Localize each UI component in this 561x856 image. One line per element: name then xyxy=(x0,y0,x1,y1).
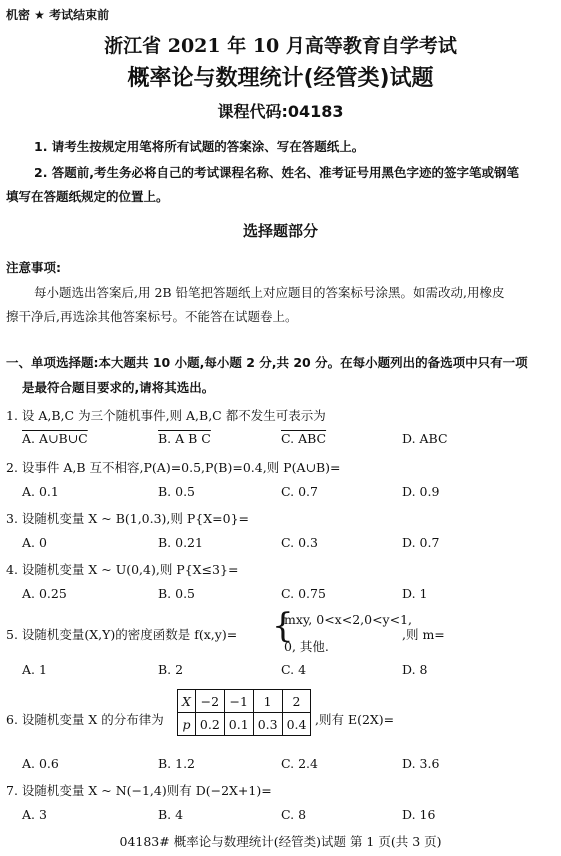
q6-tail: ,则有 E(2X)= xyxy=(315,712,395,727)
q5-option-d: D. 8 xyxy=(402,662,428,677)
instruction-2-cont: 填写在答题纸规定的位置上。 xyxy=(6,189,169,204)
question-1: 1. 设 A,B,C 为三个随机事件,则 A,B,C 都不发生可表示为 xyxy=(6,408,326,423)
q1-option-d: D. ABC xyxy=(402,431,448,446)
q2-option-a: A. 0.1 xyxy=(22,484,59,499)
page-footer: 04183# 概率论与数理统计(经管类)试题 第 1 页(共 3 页) xyxy=(119,834,442,849)
confidential-label: 机密 ★ 考试结束前 xyxy=(6,8,110,22)
question-7: 7. 设随机变量 X ~ N(−1,4)则有 D(−2X+1)= xyxy=(6,783,272,798)
question-2: 2. 设事件 A,B 互不相容,P(A)=0.5,P(B)=0.4,则 P(A∪B)= xyxy=(6,460,341,475)
distribution-table xyxy=(177,689,311,736)
q6-option-c: C. 2.4 xyxy=(281,756,318,771)
q7-option-d: D. 16 xyxy=(402,807,436,822)
question-6: 6. 设随机变量 X 的分布律为 xyxy=(6,712,164,727)
q4-option-c: C. 0.75 xyxy=(281,586,326,601)
q5-case-2: 0, 其他. xyxy=(284,639,329,654)
part-heading: 一、单项选择题:本大题共 10 小题,每小题 2 分,共 20 分。在每小题列出的备选项中只有一项 xyxy=(6,355,528,370)
notes-line-1: 每小题选出答案后,用 2B 铅笔把答题纸上对应题目的答案标号涂黑。如需改动,用橡皮 xyxy=(34,285,505,300)
instruction-2: 2. 答题前,考生务必将自己的考试课程名称、姓名、准考证号用黑色字迹的签字笔或钢笔 xyxy=(34,165,520,180)
q2-option-c: C. 0.7 xyxy=(281,484,318,499)
q5-option-c: C. 4 xyxy=(281,662,307,677)
q5-case-1: mxy, 0<x<2,0<y<1, xyxy=(284,612,413,627)
q3-option-d: D. 0.7 xyxy=(402,535,440,550)
q3-option-b: B. 0.21 xyxy=(158,535,203,550)
table-cell: 2 xyxy=(282,690,311,713)
part-heading-cont: 是最符合题目要求的,请将其选出。 xyxy=(22,380,215,395)
table-cell: 0.2 xyxy=(195,713,224,736)
q7-option-c: C. 8 xyxy=(281,807,307,822)
table-cell: 0.3 xyxy=(253,713,282,736)
q1-option-a: A. A∪B∪C xyxy=(22,431,88,446)
notes-line-2: 擦干净后,再选涂其他答案标号。不能答在试题卷上。 xyxy=(6,309,298,324)
q6-option-b: B. 1.2 xyxy=(158,756,196,771)
q3-option-a: A. 0 xyxy=(22,535,47,550)
q1-option-c: C. ABC xyxy=(281,431,327,446)
question-4: 4. 设随机变量 X ~ U(0,4),则 P{X≤3}= xyxy=(6,562,239,577)
q7-option-b: B. 4 xyxy=(158,807,184,822)
q2-option-b: B. 0.5 xyxy=(158,484,196,499)
q1-option-b: B. A B C xyxy=(158,431,211,446)
course-code: 课程代码:04183 xyxy=(217,102,344,121)
instruction-1: 1. 请考生按规定用笔将所有试题的答案涂、写在答题纸上。 xyxy=(34,139,365,154)
notes-title: 注意事项: xyxy=(6,260,61,275)
table-cell: −1 xyxy=(224,690,253,713)
table-cell: 0.4 xyxy=(282,713,311,736)
table-row xyxy=(178,690,311,713)
piecewise-brace: { xyxy=(272,606,294,646)
q7-option-a: A. 3 xyxy=(22,807,47,822)
table-cell: p xyxy=(178,713,196,736)
section-title: 选择题部分 xyxy=(242,222,318,240)
q6-option-a: A. 0.6 xyxy=(22,756,59,771)
table-cell: −2 xyxy=(195,690,224,713)
q3-option-c: C. 0.3 xyxy=(281,535,318,550)
question-3: 3. 设随机变量 X ~ B(1,0.3),则 P{X=0}= xyxy=(6,511,249,526)
q4-option-b: B. 0.5 xyxy=(158,586,196,601)
q2-option-d: D. 0.9 xyxy=(402,484,440,499)
table-cell: X xyxy=(178,690,196,713)
q4-option-d: D. 1 xyxy=(402,586,428,601)
table-cell: 0.1 xyxy=(224,713,253,736)
q6-option-d: D. 3.6 xyxy=(402,756,440,771)
q5-tail: ,则 m= xyxy=(402,627,445,642)
table-cell: 1 xyxy=(253,690,282,713)
q5-option-b: B. 2 xyxy=(158,662,184,677)
q5-option-a: A. 1 xyxy=(22,662,47,677)
table-row xyxy=(178,713,311,736)
subject-title: 概率论与数理统计(经管类)试题 xyxy=(127,66,434,91)
exam-title: 浙江省 2021 年 10 月高等教育自学考试 xyxy=(104,35,457,57)
q4-option-a: A. 0.25 xyxy=(22,586,67,601)
question-5: 5. 设随机变量(X,Y)的密度函数是 f(x,y)= xyxy=(6,627,238,642)
